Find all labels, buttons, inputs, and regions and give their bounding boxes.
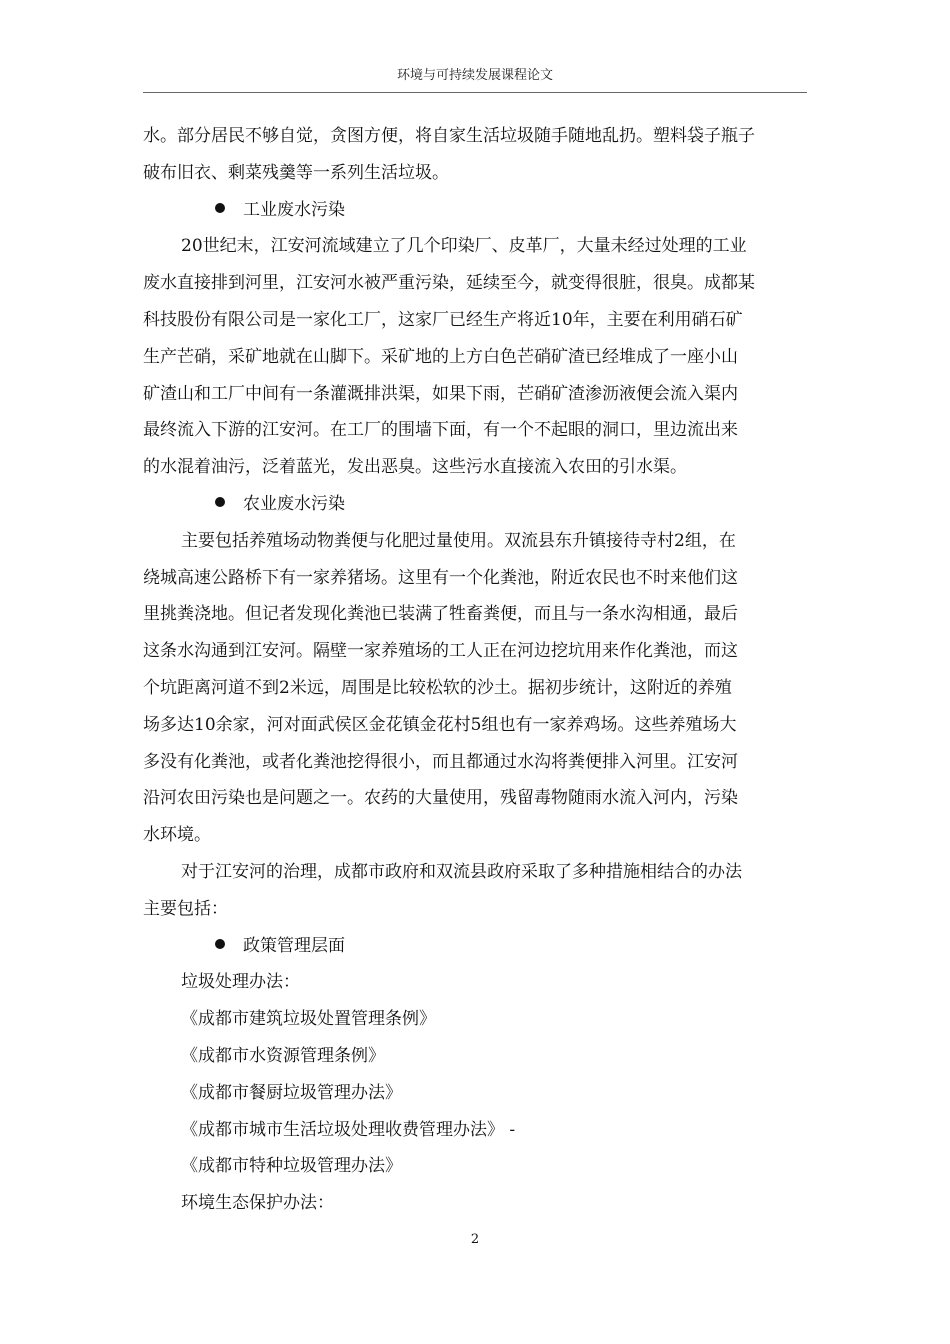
paragraph-line: 场多达10余家，河对面武侯区金花镇金花村5组也有一家养鸡场。这些养殖场大 xyxy=(143,714,737,735)
regulation-item: 《成都市城市生活垃圾处理收费管理办法》 - xyxy=(181,1119,516,1140)
page-number: 2 xyxy=(470,1232,480,1247)
subheading-waste: 垃圾处理办法： xyxy=(181,972,300,993)
bullet-item-agricultural xyxy=(143,486,807,523)
paragraph-line: 废水直接排到河里，江安河水被严重污染，延续至今，就变得很脏，很臭。成都某 xyxy=(143,273,755,294)
paragraph-line: 最终流入下游的江安河。在工厂的围墙下面，有一个不起眼的洞口，里边流出来 xyxy=(143,420,738,441)
paragraph-line: 20世纪末，江安河流域建立了几个印染厂、皮革厂，大量未经过处理的工业 xyxy=(181,236,747,257)
page-header: 环境与可持续发展课程论文 xyxy=(396,68,553,83)
paragraph-line: 绕城高速公路桥下有一家养猪场。这里有一个化粪池，附近农民也不时来他们这 xyxy=(143,567,738,588)
bullet-item-policy xyxy=(143,928,807,965)
paragraph-line: 对于江安河的治理，成都市政府和双流县政府采取了多种措施相结合的办法 xyxy=(181,861,742,882)
bullet-icon xyxy=(215,497,225,507)
regulation-item: 《成都市水资源管理条例》 xyxy=(181,1045,385,1066)
paragraph-line: 生产芒硝，采矿地就在山脚下。采矿地的上方白色芒硝矿渣已经堆成了一座小山 xyxy=(143,346,738,367)
paragraph-line: 的水混着油污，泛着蓝光，发出恶臭。这些污水直接流入农田的引水渠。 xyxy=(143,457,687,478)
regulation-item: 《成都市特种垃圾管理办法》 xyxy=(181,1156,402,1177)
paragraph-line: 科技股份有限公司是一家化工厂，这家厂已经生产将近10年，主要在利用硝石矿 xyxy=(143,309,743,330)
paragraph-line: 里挑粪浇地。但记者发现化粪池已装满了牲畜粪便，而且与一条水沟相通，最后 xyxy=(143,604,738,625)
paragraph-line: 矿渣山和工厂中间有一条灌溉排洪渠，如果下雨，芒硝矿渣渗沥液便会流入渠内 xyxy=(143,383,738,404)
header-rule xyxy=(143,92,807,93)
subheading-ecology: 环境生态保护办法： xyxy=(181,1193,334,1214)
bullet-label: 农业废水污染 xyxy=(243,493,345,514)
bullet-label: 工业废水污染 xyxy=(243,199,345,220)
paragraph-line: 破布旧衣、剩菜残羹等一系列生活垃圾。 xyxy=(143,162,449,183)
bullet-icon xyxy=(215,939,225,949)
paragraph-line: 多没有化粪池，或者化粪池挖得很小，而且都通过水沟将粪便排入河里。江安河 xyxy=(143,751,738,772)
bullet-icon xyxy=(215,203,225,213)
bullet-label: 政策管理层面 xyxy=(243,935,345,956)
regulation-item: 《成都市餐厨垃圾管理办法》 xyxy=(181,1082,402,1103)
bullet-item-industrial xyxy=(143,192,807,229)
document-body xyxy=(143,118,807,1222)
regulation-item: 《成都市建筑垃圾处置管理条例》 xyxy=(181,1009,436,1030)
paragraph-line: 主要包括养殖场动物粪便与化肥过量使用。双流县东升镇接待寺村2组，在 xyxy=(181,530,736,551)
paragraph-line: 这条水沟通到江安河。隔壁一家养殖场的工人正在河边挖坑用来作化粪池，而这 xyxy=(143,641,738,662)
paragraph-line: 主要包括： xyxy=(143,898,228,919)
paragraph-line: 沿河农田污染也是问题之一。农药的大量使用，残留毒物随雨水流入河内，污染 xyxy=(143,788,738,809)
paragraph-line: 水环境。 xyxy=(143,825,211,846)
paragraph-line: 个坑距离河道不到2米远，周围是比较松软的沙土。据初步统计，这附近的养殖 xyxy=(143,677,732,698)
paragraph-line: 水。部分居民不够自觉，贪图方便，将自家生活垃圾随手随地乱扔。塑料袋子瓶子 xyxy=(143,126,755,146)
